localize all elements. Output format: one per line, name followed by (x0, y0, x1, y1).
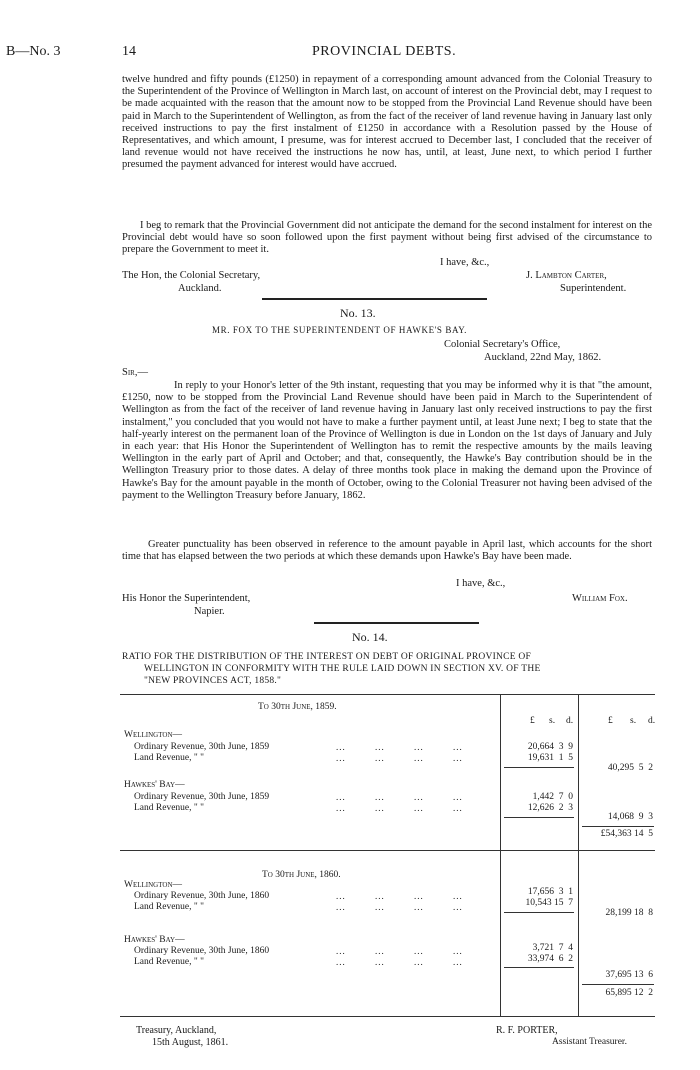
subtotal-value: 14,068 9 3 (607, 812, 653, 822)
col-header-pence: d. (566, 716, 574, 726)
subtotal-value: 37,695 13 6 (605, 970, 653, 980)
row-value: 17,656 3 1 (527, 887, 573, 897)
row-value: 20,664 3 9 (527, 742, 573, 752)
leader-dots: ... ... ... ... (336, 742, 463, 752)
letter13-closing: I have, &c., (456, 578, 506, 589)
leader-dots: ... ... ... ... (336, 902, 463, 912)
footer-signer-title: Assistant Treasurer. (552, 1037, 627, 1047)
subtotal-value: 28,199 18 8 (605, 908, 653, 918)
row-label: Ordinary Revenue, 30th June, 1859 (134, 742, 270, 752)
row-value: 33,974 6 2 (527, 954, 573, 964)
group-label: Wellington— (124, 880, 182, 890)
letter13-heading: MR. FOX TO THE SUPERINTENDENT OF HAWKE'S BAY. (212, 325, 468, 335)
letter12-closing: I have, &c., (440, 257, 490, 268)
letter12-signer-title: Superintendent. (560, 283, 627, 294)
table-column-rule (578, 694, 579, 1016)
sum-rule (504, 912, 574, 913)
section-title: To 30th June, 1859. (258, 702, 337, 712)
col-header-pence: d. (648, 716, 656, 726)
footer-place: Treasury, Auckland, (136, 1025, 217, 1036)
table-bottom-rule (120, 1016, 655, 1017)
total-value: £54,363 14 5 (600, 829, 653, 839)
letter14-number: No. 14. (352, 630, 388, 644)
section-title: To 30th June, 1860. (262, 870, 341, 880)
leader-dots: ... ... ... ... (336, 792, 463, 802)
col-header-pounds: £ (608, 716, 613, 726)
letter14-heading-2: WELLINGTON IN CONFORMITY WITH THE RULE LAID DOWN IN SECTION XV. OF THE (144, 664, 541, 674)
row-label: Land Revenue, " " (134, 902, 205, 912)
col-header-pounds: £ (530, 716, 535, 726)
letter13-addressee-1: His Honor the Superintendent, (122, 593, 251, 604)
letter12-body: twelve hundred and fifty pounds (£1250) in repayment of a corresponding amount advanced from the Colonial Treasury to the Superintendent of the Province of Wellington in March last, on account of interest on the Provincial debt, may I request to be made acquainted with the reason that the amount now to be stopped from the Provincial Land Revenue should have been paid in March to the Superintendent of Wellington, as from the fact of the receiver of land revenue having in January last only received instructions to pay the first instalment of £1250 in accordance with a Resolution passed by the House of Representatives, and which amount, I presume, was for interest accrued to December last, I concluded that the receiver of land revenue would not have received the instructions he now has, until, at least, June next, to which period I further presumed the payment advanced for interest would have accrued. (122, 74, 652, 171)
footer-date: 15th August, 1861. (152, 1037, 229, 1048)
leader-dots: ... ... ... ... (336, 753, 463, 763)
leader-dots: ... ... ... ... (336, 957, 463, 967)
letter12-body2: I beg to remark that the Provincial Government did not anticipate the demand for the second instalment for interest on the Provincial debt would have so soon followed upon the first payment without being first advised of the circumstance to prepare the Government to meet it. (122, 220, 652, 256)
letter12-signer-name: J. Lambton Carter, (526, 270, 607, 281)
page-title: PROVINCIAL DEBTS. (312, 44, 457, 59)
row-label: Ordinary Revenue, 30th June, 1860 (134, 946, 270, 956)
letter13-place-date: Auckland, 22nd May, 1862. (484, 352, 602, 363)
group-label: Hawkes' Bay— (124, 935, 185, 945)
sum-rule (504, 767, 574, 768)
letter13-body: In reply to your Honor's letter of the 9th instant, requesting that you may be informed why it is that "the amount, £1250, now to be stopped from the Provincial Land Revenue should have been paid in March to the Superintendent of Wellington as from the fact of the receiver of land revenue having in January last only received instructions to pay the first instalment," you concluded that you would not have to make a further payment until, at least June next; I beg to state that the half-yearly interest on the permanent loan of the Province of Wellington is due in London on the 1st days of January and July in each year: that His Honor the Superintendent of Wellington has to remit the respective amounts by the mails leaving Wellington in the early part of April and October; and that, consequently, the Hawke's Bay contribution should be in the Wellington Treasury prior to those dates. A delay of three months took place in making the demand upon the Province of Hawke's Bay for the amount payable in the month of October, owing to the Colonial Treasurer not having been advised of the payment to the Wellington Treasury before January, 1862. (122, 380, 652, 501)
sum-rule (504, 967, 574, 968)
divider-rule (314, 622, 479, 624)
group-label: Hawkes' Bay— (124, 780, 185, 790)
letter13-salutation: Sir,— (122, 367, 148, 378)
col-header-shillings: s. (549, 716, 556, 726)
letter13-addressee-2: Napier. (194, 606, 225, 617)
leader-dots: ... ... ... ... (336, 803, 463, 813)
subtotal-value: 40,295 5 2 (607, 763, 653, 773)
row-label: Land Revenue, " " (134, 753, 205, 763)
col-header-shillings: s. (630, 716, 637, 726)
sum-rule (582, 826, 654, 827)
row-label: Land Revenue, " " (134, 957, 205, 967)
row-value: 19,631 1 5 (527, 753, 573, 763)
sum-rule (582, 984, 654, 985)
letter13-number: No. 13. (340, 306, 376, 320)
footer-signer-name: R. F. PORTER, (496, 1025, 558, 1036)
row-label: Land Revenue, " " (134, 803, 205, 813)
leader-dots: ... ... ... ... (336, 891, 463, 901)
row-value: 3,721 7 4 (532, 943, 573, 953)
letter14-heading-1: RATIO FOR THE DISTRIBUTION OF THE INTEREST ON DEBT OF ORIGINAL PROVINCE OF (122, 652, 532, 662)
letter13-signer-name: William Fox. (572, 593, 628, 604)
letter12-addressee-2: Auckland. (178, 283, 222, 294)
letter13-body2: Greater punctuality has been observed in reference to the amount payable in April last, which accounts for the short time that has elapsed between the two periods at which these demands upon Hawke's Bay have been made. (122, 539, 652, 563)
series-number: B—No. 3 (6, 44, 61, 59)
row-value: 10,543 15 7 (525, 898, 573, 908)
letter14-heading-3: "NEW PROVINCES ACT, 1858." (144, 676, 282, 686)
leader-dots: ... ... ... ... (336, 946, 463, 956)
row-label: Ordinary Revenue, 30th June, 1859 (134, 792, 270, 802)
total-value: 65,895 12 2 (605, 988, 653, 998)
divider-rule (262, 298, 487, 300)
page-number: 14 (122, 44, 136, 59)
group-label: Wellington— (124, 730, 182, 740)
letter13-office: Colonial Secretary's Office, (444, 339, 561, 350)
sum-rule (504, 817, 574, 818)
table-section-rule (120, 850, 655, 851)
row-value: 1,442 7 0 (532, 792, 573, 802)
row-value: 12,626 2 3 (527, 803, 573, 813)
table-top-rule (120, 694, 655, 695)
row-label: Ordinary Revenue, 30th June, 1860 (134, 891, 270, 901)
letter12-addressee-1: The Hon, the Colonial Secretary, (122, 270, 261, 281)
